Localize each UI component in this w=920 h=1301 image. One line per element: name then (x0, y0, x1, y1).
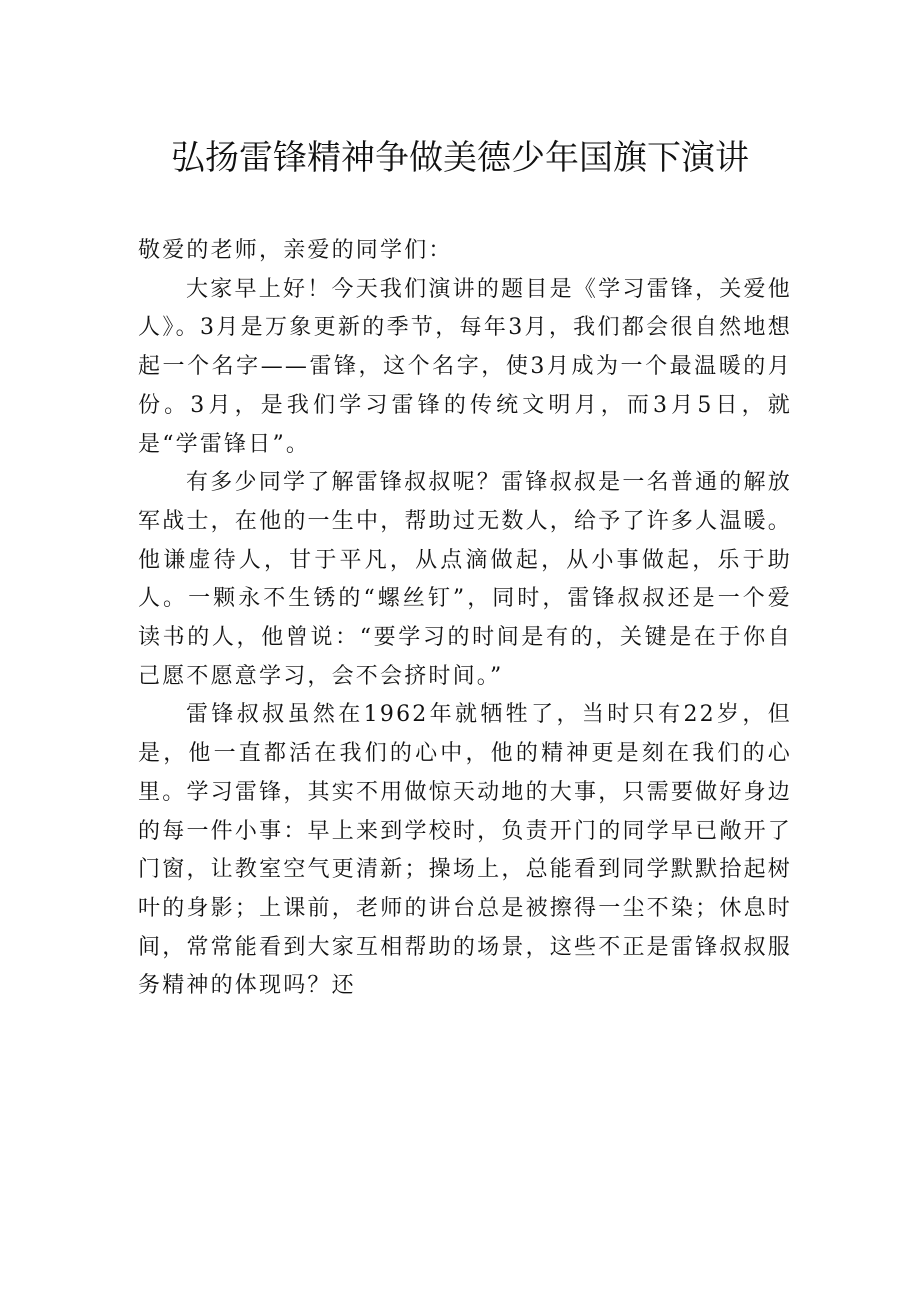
document-title: 弘扬雷锋精神争做美德少年国旗下演讲 (171, 138, 749, 178)
document-body (138, 232, 792, 1006)
paragraph-1: 大家早上好！今天我们演讲的题目是《学习雷锋，关爱他人》。3月是万象更新的季节，每年3月，我们都会很自然地想起一个名字——雷锋，这个名字，使3月成为一个最温暖的月份。3月，是我们学习雷锋的传统文明月，而3月5日，就是“学雷锋日”。 (138, 276, 792, 457)
paragraph-2: 有多少同学了解雷锋叔叔呢？雷锋叔叔是一名普通的解放军战士，在他的一生中，帮助过无数人，给予了许多人温暖。他谦虚待人，甘于平凡，从点滴做起，从小事做起，乐于助人。一颗永不生锈的“螺丝钉”，同时，雷锋叔叔还是一个爱读书的人，他曾说：“要学习的时间是有的，关键是在于你自己愿不愿意学习，会不会挤时间。” (138, 470, 792, 689)
salutation: 敬爱的老师，亲爱的同学们： (138, 238, 453, 263)
paragraph-3: 雷锋叔叔虽然在1962年就牺牲了，当时只有22岁，但是，他一直都活在我们的心中，他的精神更是刻在我们的心里。学习雷锋，其实不用做惊天动地的大事，只需要做好身边的每一件小事：早上来到学校时，负责开门的同学早已敞开了门窗，让教室空气更清新；操场上，总能看到同学默默拾起树叶的身影；上课前，老师的讲台总是被擦得一尘不染；休息时间，常常能看到大家互相帮助的场景，这些不正是雷锋叔叔服务精神的体现吗？还 (138, 702, 792, 999)
